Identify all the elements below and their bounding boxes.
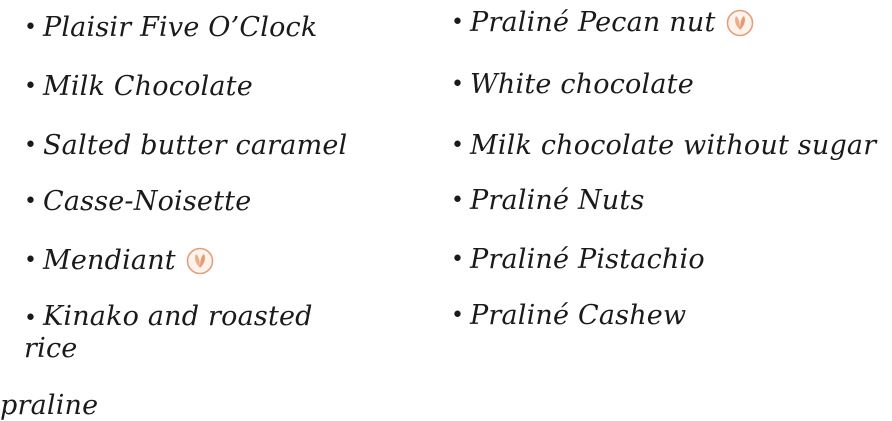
flavor-name: Milk chocolate without sugar: [469, 130, 877, 161]
list-item: [451, 8, 754, 38]
vegan-leaf-icon: [186, 247, 214, 275]
flavor-name: Kinako and roasted rice: [24, 301, 313, 364]
bullet: •: [451, 247, 464, 272]
bullet: •: [451, 303, 464, 328]
vegan-leaf-icon: [726, 9, 754, 37]
bullet: •: [24, 189, 37, 214]
flavor-name: Plaisir Five O’Clock: [42, 12, 318, 43]
flavor-name: Salted butter caramel: [42, 130, 348, 161]
list-item: [0, 301, 364, 421]
list-item: [24, 187, 251, 217]
flavor-name: White chocolate: [469, 69, 694, 100]
bullet: •: [24, 133, 37, 158]
list-item: [451, 186, 645, 216]
bullet: •: [451, 133, 464, 158]
list-item: [451, 301, 686, 331]
flavor-name: Praliné Nuts: [469, 185, 645, 216]
list-item: [24, 246, 214, 276]
list-item: [451, 245, 705, 275]
bullet: •: [24, 248, 37, 273]
list-item: [24, 131, 347, 161]
list-item: [24, 72, 253, 102]
bullet: •: [24, 306, 37, 331]
bullet: •: [24, 15, 37, 40]
bullet: •: [451, 72, 464, 97]
bullet: •: [451, 10, 464, 35]
flavor-name: Milk Chocolate: [42, 71, 253, 102]
list-item: [451, 131, 876, 161]
list-item: [451, 70, 694, 100]
flavor-name: Mendiant: [42, 245, 176, 276]
flavor-name: Praliné Pistachio: [469, 244, 705, 275]
flavor-name: Casse-Noisette: [42, 186, 252, 217]
flavor-name-continuation: praline: [0, 390, 99, 421]
list-item: [24, 13, 317, 43]
bullet: •: [451, 188, 464, 213]
bullet: •: [24, 74, 37, 99]
flavor-name: Praliné Cashew: [469, 300, 687, 331]
flavor-name: Praliné Pecan nut: [469, 7, 716, 38]
